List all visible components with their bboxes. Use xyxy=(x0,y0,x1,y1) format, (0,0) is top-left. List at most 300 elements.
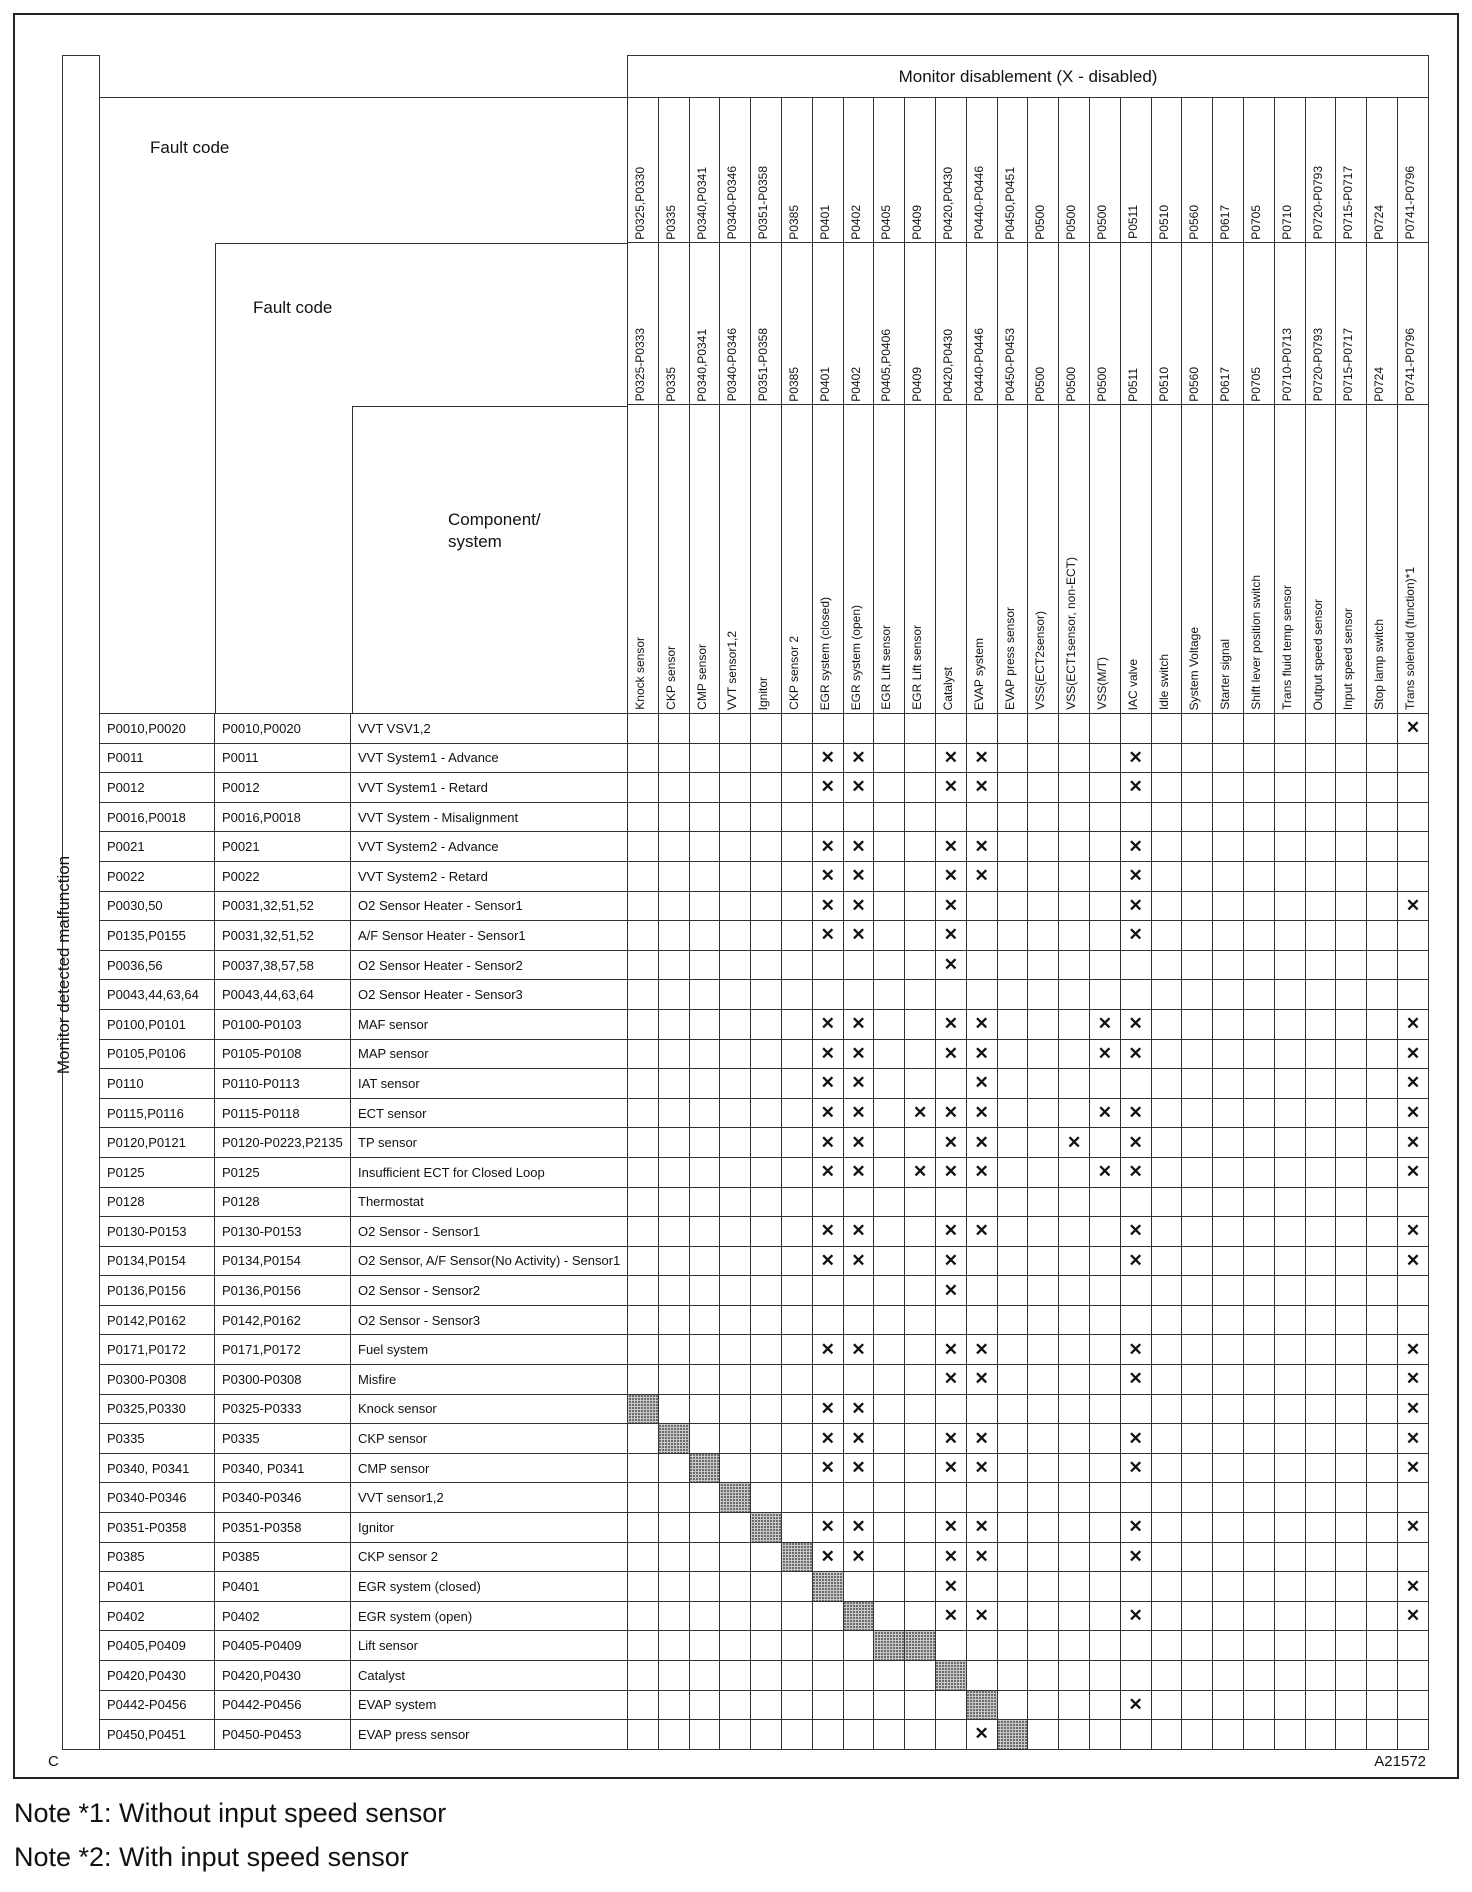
disabled-mark: ✕ xyxy=(812,861,843,891)
empty-cell xyxy=(1305,1157,1336,1187)
col-code1-18 xyxy=(1182,98,1213,243)
col-name-text: Shift lever position switch xyxy=(1248,575,1263,710)
empty-cell xyxy=(1059,1009,1090,1039)
empty-cell xyxy=(1059,1542,1090,1572)
empty-cell xyxy=(628,1276,659,1306)
row-code1: P0142,P0162 xyxy=(100,1305,215,1335)
disabled-mark: ✕ xyxy=(1397,1365,1428,1395)
empty-cell xyxy=(843,1187,874,1217)
empty-cell xyxy=(966,1246,997,1276)
disabled-mark: ✕ xyxy=(812,1424,843,1454)
empty-cell xyxy=(1089,1305,1120,1335)
disabled-mark: ✕ xyxy=(1397,1572,1428,1602)
empty-cell xyxy=(689,802,720,832)
empty-cell xyxy=(1089,714,1120,744)
empty-cell xyxy=(1305,980,1336,1010)
empty-cell xyxy=(843,1572,874,1602)
empty-cell xyxy=(874,1601,905,1631)
empty-cell xyxy=(1028,1601,1059,1631)
empty-cell xyxy=(658,1661,689,1691)
empty-cell xyxy=(1151,1572,1182,1602)
empty-cell xyxy=(843,1690,874,1720)
empty-cell xyxy=(997,1513,1028,1543)
col-name-25 xyxy=(1397,405,1428,714)
empty-cell xyxy=(658,1631,689,1661)
empty-cell xyxy=(628,1542,659,1572)
empty-cell xyxy=(689,1069,720,1099)
empty-cell xyxy=(1274,1720,1305,1750)
table-row xyxy=(63,1187,1429,1217)
empty-cell xyxy=(1397,950,1428,980)
row-component: IAT sensor xyxy=(351,1069,628,1099)
empty-cell xyxy=(720,980,751,1010)
disabled-mark: ✕ xyxy=(966,832,997,862)
disabled-mark: ✕ xyxy=(1120,1157,1151,1187)
empty-cell xyxy=(1367,714,1398,744)
empty-cell xyxy=(1089,950,1120,980)
note-1: Note *1: Without input speed sensor xyxy=(14,1798,447,1828)
empty-cell xyxy=(751,1069,782,1099)
row-code1: P0402 xyxy=(100,1601,215,1631)
row-component: VVT VSV1,2 xyxy=(351,714,628,744)
empty-cell xyxy=(720,1335,751,1365)
empty-cell xyxy=(874,1542,905,1572)
empty-cell xyxy=(720,1305,751,1335)
empty-cell xyxy=(1243,1661,1274,1691)
row-code1: P0300-P0308 xyxy=(100,1365,215,1395)
empty-cell xyxy=(1151,773,1182,803)
row-code2: P0405-P0409 xyxy=(215,1631,351,1661)
empty-cell xyxy=(1243,1217,1274,1247)
col-code2-17 xyxy=(1151,243,1182,405)
empty-cell xyxy=(1305,1483,1336,1513)
empty-cell xyxy=(751,1542,782,1572)
col-code2-text: P0511 xyxy=(1125,367,1140,402)
col-name-text: EGR Lift sensor xyxy=(879,625,894,710)
empty-cell xyxy=(1243,921,1274,951)
empty-cell xyxy=(1397,773,1428,803)
disabled-mark: ✕ xyxy=(843,773,874,803)
empty-cell xyxy=(1182,832,1213,862)
empty-cell xyxy=(874,743,905,773)
empty-cell xyxy=(689,1246,720,1276)
col-code2-6 xyxy=(812,243,843,405)
empty-cell xyxy=(935,1483,966,1513)
empty-cell xyxy=(782,1039,813,1069)
empty-cell xyxy=(843,950,874,980)
empty-cell xyxy=(689,1305,720,1335)
empty-cell xyxy=(658,1690,689,1720)
shaded-cell xyxy=(905,1631,936,1661)
empty-cell xyxy=(874,1453,905,1483)
empty-cell xyxy=(874,1098,905,1128)
disabled-mark: ✕ xyxy=(843,1217,874,1247)
empty-cell xyxy=(935,1069,966,1099)
col-code2-text: P0500 xyxy=(1033,366,1048,402)
col-code1-text: P0409 xyxy=(910,204,925,240)
col-code1-text: P0720-P0793 xyxy=(1310,165,1325,240)
empty-cell xyxy=(874,861,905,891)
col-name-text: VSS(ECT1sensor, non-ECT) xyxy=(1064,557,1079,710)
empty-cell xyxy=(1367,1246,1398,1276)
table-row xyxy=(63,832,1429,862)
empty-cell xyxy=(843,1483,874,1513)
empty-cell xyxy=(751,1276,782,1306)
row-component: EGR system (closed) xyxy=(351,1572,628,1602)
col-name-text: CMP sensor xyxy=(694,644,709,710)
empty-cell xyxy=(658,1069,689,1099)
disabled-mark: ✕ xyxy=(935,1601,966,1631)
empty-cell xyxy=(1089,1217,1120,1247)
empty-cell xyxy=(1059,832,1090,862)
empty-cell xyxy=(1151,1069,1182,1099)
disabled-mark: ✕ xyxy=(935,921,966,951)
table-row xyxy=(63,802,1429,832)
empty-cell xyxy=(874,1661,905,1691)
empty-cell xyxy=(1397,980,1428,1010)
disabled-mark: ✕ xyxy=(812,1335,843,1365)
empty-cell xyxy=(905,1513,936,1543)
empty-cell xyxy=(628,832,659,862)
empty-cell xyxy=(905,1601,936,1631)
row-code2: P0134,P0154 xyxy=(215,1246,351,1276)
empty-cell xyxy=(997,1453,1028,1483)
empty-cell xyxy=(1213,1128,1244,1158)
row-code2: P0120-P0223,P2135 xyxy=(215,1128,351,1158)
empty-cell xyxy=(1243,1246,1274,1276)
col-code1-text: P0560 xyxy=(1187,204,1202,240)
col-name-23 xyxy=(1336,405,1367,714)
disabled-mark: ✕ xyxy=(935,743,966,773)
table-row xyxy=(63,1661,1429,1691)
col-name-text: Idle switch xyxy=(1156,653,1171,710)
empty-cell xyxy=(689,1365,720,1395)
col-code1-14 xyxy=(1059,98,1090,243)
empty-cell xyxy=(966,1276,997,1306)
empty-cell xyxy=(1028,980,1059,1010)
col-name-text: EVAP press sensor xyxy=(1002,607,1017,710)
empty-cell xyxy=(1367,1453,1398,1483)
empty-cell xyxy=(658,714,689,744)
empty-cell xyxy=(997,1601,1028,1631)
row-component: MAF sensor xyxy=(351,1009,628,1039)
empty-cell xyxy=(1059,1483,1090,1513)
col-code1-13 xyxy=(1028,98,1059,243)
col-name-12 xyxy=(997,405,1028,714)
empty-cell xyxy=(1274,1128,1305,1158)
empty-cell xyxy=(1151,1246,1182,1276)
empty-cell xyxy=(997,1157,1028,1187)
empty-cell xyxy=(1336,861,1367,891)
empty-cell xyxy=(658,980,689,1010)
empty-cell xyxy=(1089,1394,1120,1424)
empty-cell xyxy=(1243,1453,1274,1483)
disabled-mark: ✕ xyxy=(1397,1098,1428,1128)
disabled-mark: ✕ xyxy=(812,1453,843,1483)
empty-cell xyxy=(1243,1157,1274,1187)
empty-cell xyxy=(843,1365,874,1395)
empty-cell xyxy=(1213,1513,1244,1543)
empty-cell xyxy=(751,802,782,832)
empty-cell xyxy=(628,1039,659,1069)
empty-cell xyxy=(1059,1365,1090,1395)
empty-cell xyxy=(905,1039,936,1069)
row-component: VVT System - Misalignment xyxy=(351,802,628,832)
empty-cell xyxy=(1151,1483,1182,1513)
row-code2: P0171,P0172 xyxy=(215,1335,351,1365)
empty-cell xyxy=(1059,743,1090,773)
col-code2-text: P0617 xyxy=(1218,366,1233,402)
row-code2: P0136,P0156 xyxy=(215,1276,351,1306)
empty-cell xyxy=(1336,1690,1367,1720)
empty-cell xyxy=(1089,1453,1120,1483)
empty-cell xyxy=(720,714,751,744)
empty-cell xyxy=(966,1661,997,1691)
empty-cell xyxy=(1089,1690,1120,1720)
empty-cell xyxy=(751,1424,782,1454)
empty-cell xyxy=(1213,1453,1244,1483)
row-code1: P0134,P0154 xyxy=(100,1246,215,1276)
empty-cell xyxy=(1305,1098,1336,1128)
empty-cell xyxy=(905,802,936,832)
empty-cell xyxy=(1274,1335,1305,1365)
disabled-mark: ✕ xyxy=(935,1542,966,1572)
empty-cell xyxy=(628,1483,659,1513)
disabled-mark: ✕ xyxy=(966,1365,997,1395)
empty-cell xyxy=(1089,1542,1120,1572)
empty-cell xyxy=(1151,950,1182,980)
empty-cell xyxy=(1336,1513,1367,1543)
empty-cell xyxy=(720,1069,751,1099)
empty-cell xyxy=(1213,743,1244,773)
fault-code-inner-box xyxy=(215,243,627,713)
empty-cell xyxy=(1274,980,1305,1010)
col-code1-text: P0402 xyxy=(848,204,863,240)
empty-cell xyxy=(905,1424,936,1454)
empty-cell xyxy=(751,1039,782,1069)
empty-cell xyxy=(658,1276,689,1306)
empty-cell xyxy=(751,1246,782,1276)
table-row xyxy=(63,921,1429,951)
col-name-17 xyxy=(1151,405,1182,714)
empty-cell xyxy=(1059,1157,1090,1187)
disabled-mark: ✕ xyxy=(812,743,843,773)
table-row xyxy=(63,1098,1429,1128)
empty-cell xyxy=(1367,1720,1398,1750)
row-code2: P0340, P0341 xyxy=(215,1453,351,1483)
empty-cell xyxy=(1274,1276,1305,1306)
empty-cell xyxy=(1397,1631,1428,1661)
empty-cell xyxy=(782,773,813,803)
empty-cell xyxy=(905,743,936,773)
disabled-mark: ✕ xyxy=(843,1009,874,1039)
empty-cell xyxy=(720,891,751,921)
empty-cell xyxy=(1397,802,1428,832)
row-code1: P0325,P0330 xyxy=(100,1394,215,1424)
empty-cell xyxy=(689,1128,720,1158)
disabled-mark: ✕ xyxy=(843,891,874,921)
col-code2-21 xyxy=(1274,243,1305,405)
shaded-cell xyxy=(658,1424,689,1454)
fault-code-label-1: Fault code xyxy=(150,138,230,157)
empty-cell xyxy=(1059,1187,1090,1217)
empty-cell xyxy=(1028,1394,1059,1424)
empty-cell xyxy=(1151,1661,1182,1691)
empty-cell xyxy=(782,802,813,832)
table-row xyxy=(63,1039,1429,1069)
disabled-mark: ✕ xyxy=(1120,1513,1151,1543)
table-row xyxy=(63,1572,1429,1602)
empty-cell xyxy=(1120,1483,1151,1513)
empty-cell xyxy=(966,1572,997,1602)
col-code1-text: P0511 xyxy=(1125,205,1140,240)
empty-cell xyxy=(1243,1276,1274,1306)
col-code2-text: P0560 xyxy=(1187,366,1202,402)
empty-cell xyxy=(843,1276,874,1306)
col-code1-5 xyxy=(782,98,813,243)
empty-cell xyxy=(905,1009,936,1039)
empty-cell xyxy=(1213,1661,1244,1691)
col-code1-21 xyxy=(1274,98,1305,243)
table-row xyxy=(63,1069,1429,1099)
col-code1-text: P0500 xyxy=(1094,204,1109,240)
empty-cell xyxy=(720,1453,751,1483)
empty-cell xyxy=(1089,891,1120,921)
table-row xyxy=(63,1542,1429,1572)
empty-cell xyxy=(1028,714,1059,744)
row-code2: P0442-P0456 xyxy=(215,1690,351,1720)
empty-cell xyxy=(843,802,874,832)
row-code2: P0402 xyxy=(215,1601,351,1631)
empty-cell xyxy=(1059,1069,1090,1099)
empty-cell xyxy=(905,1542,936,1572)
empty-cell xyxy=(1213,1157,1244,1187)
empty-cell xyxy=(689,921,720,951)
table-row xyxy=(63,1365,1429,1395)
empty-cell xyxy=(905,1276,936,1306)
empty-cell xyxy=(751,950,782,980)
empty-cell xyxy=(1274,1513,1305,1543)
row-code1: P0036,56 xyxy=(100,950,215,980)
col-code1-text: P0710 xyxy=(1279,204,1294,240)
empty-cell xyxy=(935,1631,966,1661)
col-name-text: Ignitor xyxy=(756,676,771,710)
empty-cell xyxy=(1089,980,1120,1010)
col-code1-text: P0741-P0796 xyxy=(1402,165,1417,240)
empty-cell xyxy=(997,832,1028,862)
empty-cell xyxy=(1151,1424,1182,1454)
empty-cell xyxy=(1274,714,1305,744)
empty-cell xyxy=(751,1631,782,1661)
empty-cell xyxy=(689,1661,720,1691)
empty-cell xyxy=(1151,1542,1182,1572)
disabled-mark: ✕ xyxy=(966,1039,997,1069)
empty-cell xyxy=(1059,1098,1090,1128)
row-code2: P0300-P0308 xyxy=(215,1365,351,1395)
col-name-8 xyxy=(874,405,905,714)
table-row xyxy=(63,1424,1429,1454)
disabled-mark: ✕ xyxy=(1397,1009,1428,1039)
empty-cell xyxy=(905,1246,936,1276)
empty-cell xyxy=(1151,1098,1182,1128)
disabled-mark: ✕ xyxy=(1120,1246,1151,1276)
row-code1: P0401 xyxy=(100,1572,215,1602)
col-name-0 xyxy=(628,405,659,714)
empty-cell xyxy=(1028,1720,1059,1750)
empty-cell xyxy=(1305,891,1336,921)
empty-cell xyxy=(689,891,720,921)
table-row xyxy=(63,1394,1429,1424)
col-code1-text: P0325,P0330 xyxy=(633,166,648,240)
col-code1-text: P0335 xyxy=(663,204,678,240)
empty-cell xyxy=(1028,1631,1059,1661)
empty-cell xyxy=(1059,1720,1090,1750)
col-code1-4 xyxy=(751,98,782,243)
empty-cell xyxy=(1336,1069,1367,1099)
empty-cell xyxy=(720,1513,751,1543)
empty-cell xyxy=(874,1335,905,1365)
empty-cell xyxy=(782,1187,813,1217)
col-name-15 xyxy=(1089,405,1120,714)
empty-cell xyxy=(1305,1276,1336,1306)
empty-cell xyxy=(1059,1394,1090,1424)
empty-cell xyxy=(1243,861,1274,891)
empty-cell xyxy=(1028,1335,1059,1365)
empty-cell xyxy=(1182,891,1213,921)
empty-cell xyxy=(1120,1305,1151,1335)
empty-cell xyxy=(1182,773,1213,803)
col-code1-7 xyxy=(843,98,874,243)
empty-cell xyxy=(751,714,782,744)
empty-cell xyxy=(1151,832,1182,862)
empty-cell xyxy=(1213,1424,1244,1454)
empty-cell xyxy=(1028,1069,1059,1099)
empty-cell xyxy=(689,1483,720,1513)
empty-cell xyxy=(1243,1305,1274,1335)
empty-cell xyxy=(1213,802,1244,832)
empty-cell xyxy=(1336,950,1367,980)
row-component: VVT System2 - Retard xyxy=(351,861,628,891)
disabled-mark: ✕ xyxy=(935,1365,966,1395)
col-name-text: Trans solenoid (function)*1 xyxy=(1402,567,1417,710)
empty-cell xyxy=(1059,802,1090,832)
col-name-11 xyxy=(966,405,997,714)
empty-cell xyxy=(689,1187,720,1217)
col-code1-0 xyxy=(628,98,659,243)
empty-cell xyxy=(628,1424,659,1454)
empty-cell xyxy=(782,1276,813,1306)
empty-cell xyxy=(751,921,782,951)
col-code1-text: P0401 xyxy=(817,204,832,240)
empty-cell xyxy=(628,1128,659,1158)
disabled-mark: ✕ xyxy=(1120,773,1151,803)
empty-cell xyxy=(689,1424,720,1454)
col-code2-19 xyxy=(1213,243,1244,405)
empty-cell xyxy=(1182,743,1213,773)
empty-cell xyxy=(751,891,782,921)
row-code1: P0120,P0121 xyxy=(100,1128,215,1158)
disabled-mark: ✕ xyxy=(1089,1098,1120,1128)
empty-cell xyxy=(720,832,751,862)
empty-cell xyxy=(628,1187,659,1217)
empty-cell xyxy=(1213,1305,1244,1335)
empty-cell xyxy=(751,1335,782,1365)
empty-cell xyxy=(1305,1720,1336,1750)
empty-cell xyxy=(997,1542,1028,1572)
empty-cell xyxy=(874,1365,905,1395)
empty-cell xyxy=(1089,832,1120,862)
empty-cell xyxy=(658,1305,689,1335)
